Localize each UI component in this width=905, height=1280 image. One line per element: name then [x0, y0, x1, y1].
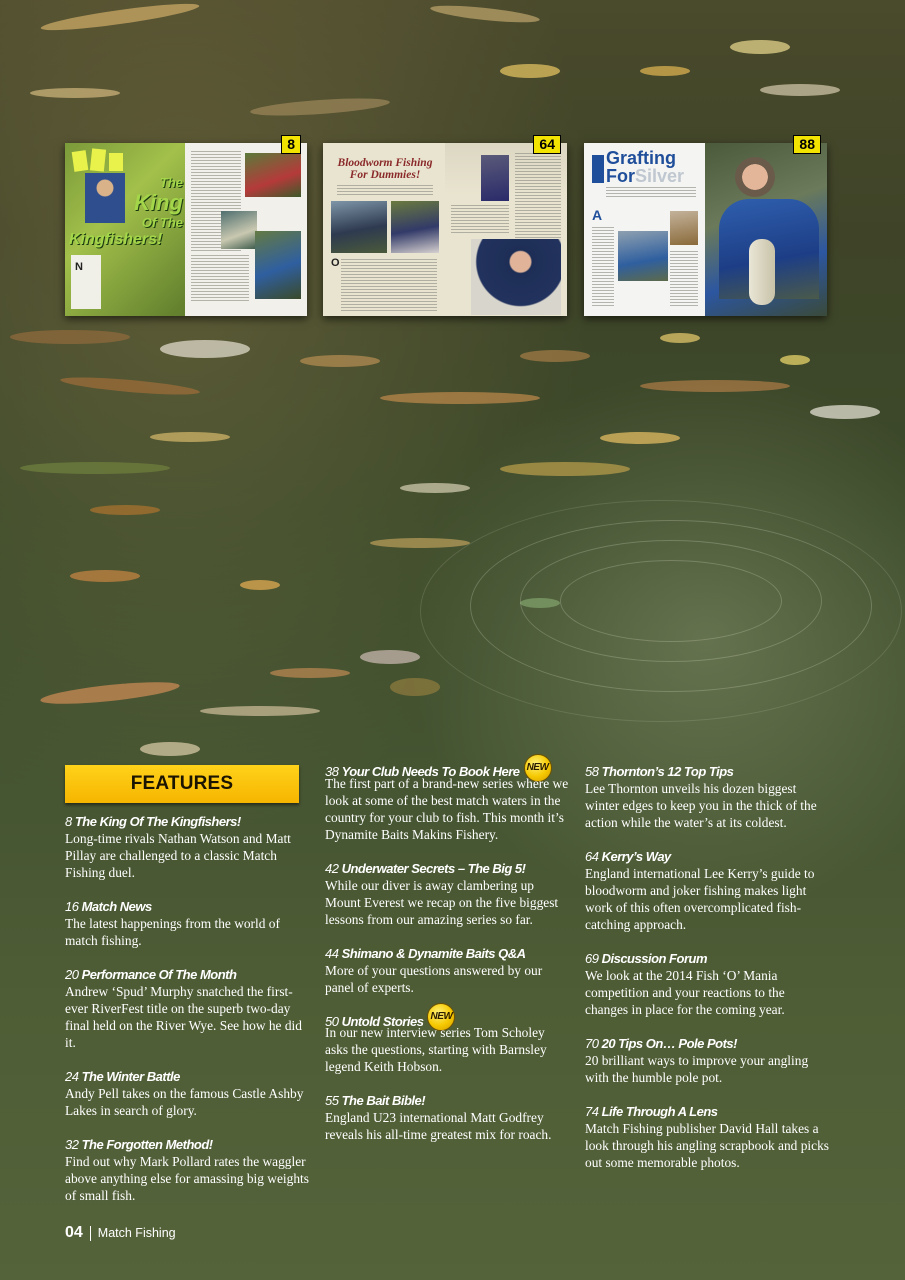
feature-page-number: 20 — [65, 967, 79, 982]
spread-left-page: The King Of The Kingfishers! N — [65, 143, 185, 316]
feature-page-number: 16 — [65, 899, 79, 914]
feature-page-number: 8 — [65, 814, 72, 829]
feature-description: We look at the 2014 Fish ‘O’ Mania competition and your reactions to the changes in place for the coming year. — [585, 968, 785, 1017]
feature-title — [65, 1136, 310, 1153]
feature-entry[interactable] — [65, 1136, 310, 1204]
footer-divider — [90, 1226, 91, 1241]
spread-title-line: Bloodworm Fishing — [337, 157, 433, 169]
feature-page-number: 74 — [585, 1104, 599, 1119]
spread-title-line: King — [134, 190, 183, 215]
feature-title — [65, 813, 310, 830]
feature-description: Long-time rivals Nathan Watson and Matt Pillay are challenged to a classic Match Fishing duel. — [65, 831, 291, 880]
feature-description: Lee Thornton unveils his dozen biggest winter edges to keep you in the thick of the action while the water’s at its coldest. — [585, 781, 817, 830]
feature-page-number: 55 — [325, 1093, 339, 1109]
feature-entry[interactable] — [585, 950, 830, 1018]
feature-description: England international Lee Kerry’s guide to bloodworm and joker fishing makes light work of this often overcomplicated fish-catching approach. — [585, 866, 815, 932]
feature-description: The first part of a brand-new series where we look at some of the best match waters in the country for your club to fish. This month it’s Dynamite Baits Makins Fishery. — [325, 775, 569, 842]
spread-grafting-for-silver[interactable] — [584, 136, 827, 316]
spread-right-page — [705, 143, 827, 316]
page-number-badge: 8 — [281, 135, 301, 154]
feature-page-number: 50 — [325, 1013, 339, 1029]
feature-headline: Performance Of The Month — [81, 967, 237, 982]
feature-entry[interactable] — [585, 763, 830, 831]
features-column-1 — [65, 813, 310, 1221]
feature-entry[interactable] — [325, 1013, 570, 1076]
feature-title — [325, 945, 570, 962]
feature-page-number: 69 — [585, 951, 599, 966]
spread-title-line: Silver — [635, 166, 685, 186]
page-footer — [65, 1224, 176, 1242]
feature-title — [65, 898, 310, 915]
feature-entry[interactable] — [585, 1035, 830, 1086]
page-number-badge: 64 — [533, 135, 561, 154]
feature-entry[interactable] — [65, 898, 310, 949]
feature-entry[interactable] — [325, 1092, 570, 1143]
feature-entry[interactable] — [65, 966, 310, 1051]
features-column-2 — [325, 763, 570, 1160]
feature-page-number: 24 — [65, 1069, 79, 1084]
feature-title — [325, 1092, 570, 1109]
spread-title-line: For Dummies! — [349, 169, 421, 181]
page-number-badge: 88 — [793, 135, 821, 154]
feature-page-number: 38 — [325, 764, 339, 779]
feature-headline: The Winter Battle — [81, 1069, 180, 1084]
new-badge: NEW — [427, 1003, 455, 1031]
feature-headline: Your Club Needs To Book Here — [341, 764, 520, 779]
feature-entry[interactable] — [325, 945, 570, 996]
feature-description: Match Fishing publisher David Hall takes a look through his angling scrapbook and picks out some memorable photos. — [585, 1121, 829, 1170]
feature-entry[interactable] — [65, 1068, 310, 1119]
feature-headline: The Bait Bible! — [341, 1093, 426, 1109]
feature-headline: 20 Tips On… Pole Pots! — [601, 1036, 737, 1051]
features-column-3 — [585, 763, 830, 1188]
spread-title-line: For — [606, 166, 635, 186]
spread-king-of-the-kingfishers[interactable] — [65, 136, 307, 316]
feature-entry[interactable] — [585, 848, 830, 933]
spread-title-line: Of The — [141, 215, 183, 230]
feature-headline: The King Of The Kingfishers! — [74, 814, 241, 829]
feature-page-number: 44 — [325, 945, 339, 961]
feature-description: England U23 international Matt Godfrey reveals his all-time greatest mix for roach. — [325, 1110, 552, 1143]
spread-right-page — [185, 143, 307, 316]
feature-description: The latest happenings from the world of match fishing. — [65, 916, 280, 948]
feature-description: In our new interview series Tom Scholey asks the questions, starting with Barnsley legend Keith Hobson. — [325, 1025, 547, 1075]
feature-page-number: 64 — [585, 849, 599, 864]
feature-description: 20 brilliant ways to improve your angling with the humble pole pot. — [585, 1053, 809, 1085]
feature-title — [585, 1103, 830, 1120]
feature-description: More of your questions answered by our panel of experts. — [325, 962, 543, 995]
feature-headline: Untold Stories — [341, 1013, 424, 1029]
feature-entry[interactable] — [325, 763, 570, 843]
feature-title — [585, 763, 830, 780]
spread-left-page: Bloodworm Fishing For Dummies! O — [323, 143, 445, 316]
spread-title-line: The — [159, 175, 183, 190]
spread-right-page — [445, 143, 567, 316]
spread-title — [606, 149, 684, 185]
feature-title — [65, 966, 310, 983]
spread-title-line: Grafting — [606, 148, 676, 168]
spread-title — [333, 157, 437, 181]
feature-headline: Shimano & Dynamite Baits Q&A — [341, 945, 526, 961]
feature-headline: Life Through A Lens — [601, 1104, 718, 1119]
feature-description: Andrew ‘Spud’ Murphy snatched the first-ever RiverFest title on the superb two-day final held on the River Wye. See how he did it. — [65, 984, 302, 1050]
feature-page-number: 58 — [585, 764, 599, 779]
spread-left-page: Grafting ForSilver A — [584, 143, 705, 316]
feature-title — [65, 1068, 310, 1085]
feature-headline: Match News — [81, 899, 152, 914]
feature-headline: Discussion Forum — [601, 951, 708, 966]
feature-headline: Underwater Secrets – The Big 5! — [341, 860, 526, 876]
footer-page-number: 04 — [65, 1224, 83, 1241]
feature-headline: Kerry’s Way — [601, 849, 671, 864]
feature-description: Andy Pell takes on the famous Castle Ashby Lakes in search of glory. — [65, 1086, 304, 1118]
feature-headline: The Forgotten Method! — [81, 1137, 213, 1152]
feature-entry[interactable] — [585, 1103, 830, 1171]
feature-description: Find out why Mark Pollard rates the waggler above anything else for amassing big weights of small fish. — [65, 1154, 309, 1203]
new-badge: NEW — [524, 754, 552, 782]
feature-entry[interactable] — [325, 860, 570, 928]
footer-magazine-name: Match Fishing — [97, 1226, 176, 1240]
feature-page-number: 70 — [585, 1036, 599, 1051]
feature-title — [585, 848, 830, 865]
spread-bloodworm-fishing[interactable] — [323, 136, 567, 316]
spread-title-line: Kingfishers! — [69, 231, 163, 248]
features-header: FEATURES — [65, 765, 299, 803]
feature-entry[interactable] — [65, 813, 310, 881]
feature-page-number: 32 — [65, 1137, 79, 1152]
feature-title — [325, 860, 570, 877]
spread-title — [113, 173, 183, 233]
feature-headline: Thornton’s 12 Top Tips — [601, 764, 734, 779]
feature-title — [585, 1035, 830, 1052]
feature-page-number: 42 — [325, 860, 339, 876]
feature-title — [585, 950, 830, 967]
feature-description: While our diver is away clambering up Mount Everest we recap on the five biggest lessons from our amazing series so far. — [325, 877, 559, 927]
